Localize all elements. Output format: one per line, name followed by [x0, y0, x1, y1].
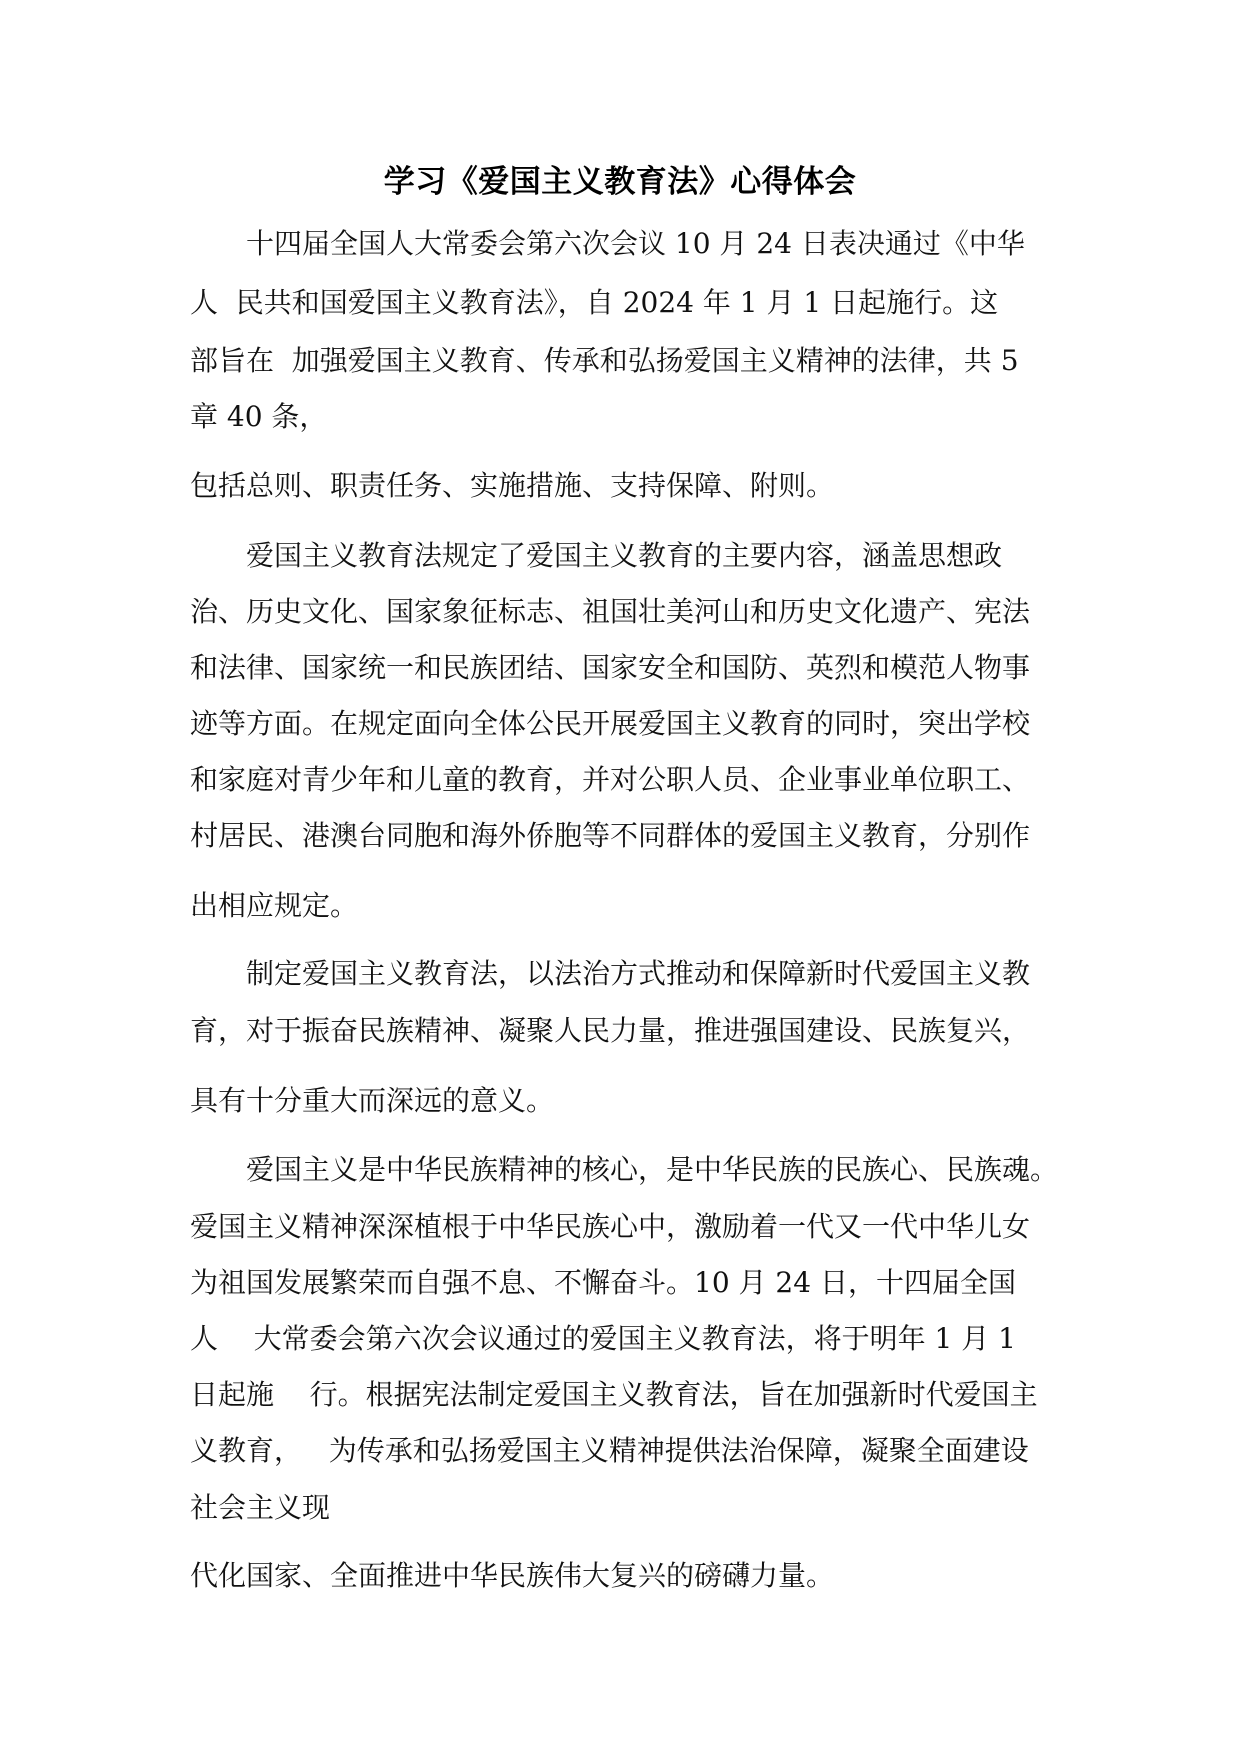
text-line: 十四届全国人大常委会第六次会议 10 月 24 日表决通过《中华	[246, 227, 1025, 260]
text-line: 社会主义现	[190, 1491, 331, 1524]
text-line: 日起施 行。根据宪法制定爱国主义教育法，旨在加强新时代爱国主	[190, 1378, 1038, 1411]
document-title: 学习《爱国主义教育法》心得体会	[383, 164, 857, 200]
text-line: 包括总则、职责任务、实施措施、支持保障、附则。	[190, 469, 835, 502]
text-line: 为祖国发展繁荣而自强不息、不懈奋斗。10 月 24 日，十四届全国	[190, 1266, 1016, 1299]
text-line: 和法律、国家统一和民族团结、国家安全和国防、英烈和模范人物事	[190, 651, 1031, 684]
text-line: 出相应规定。	[190, 889, 359, 922]
text-line: 迹等方面。在规定面向全体公民开展爱国主义教育的同时，突出学校	[190, 707, 1031, 740]
text-line: 爱国主义教育法规定了爱国主义教育的主要内容，涵盖思想政	[246, 539, 1003, 572]
text-line: 义教育， 为传承和弘扬爱国主义精神提供法治保障，凝聚全面建设	[190, 1434, 1029, 1467]
text-line: 治、历史文化、国家象征标志、祖国壮美河山和历史文化遗产、宪法	[190, 595, 1031, 628]
text-line: 爱国主义是中华民族精神的核心，是中华民族的民族心、民族魂。	[246, 1153, 1059, 1186]
text-line: 人 民共和国爱国主义教育法》，自 2024 年 1 月 1 日起施行。这	[190, 286, 999, 319]
text-line: 村居民、港澳台同胞和海外侨胞等不同群体的爱国主义教育，分别作	[190, 819, 1031, 852]
text-line: 和家庭对青少年和儿童的教育，并对公职人员、企业事业单位职工、	[190, 763, 1031, 796]
text-line: 育，对于振奋民族精神、凝聚人民力量，推进强国建设、民族复兴，	[190, 1014, 1031, 1047]
text-line: 人 大常委会第六次会议通过的爱国主义教育法，将于明年 1 月 1	[190, 1322, 1016, 1355]
text-line: 部旨在 加强爱国主义教育、传承和弘扬爱国主义精神的法律，共 5	[190, 344, 1019, 377]
text-line: 制定爱国主义教育法，以法治方式推动和保障新时代爱国主义教	[246, 957, 1031, 990]
text-line: 章 40 条，	[190, 400, 328, 433]
text-line: 代化国家、全面推进中华民族伟大复兴的磅礴力量。	[190, 1559, 835, 1592]
text-line: 爱国主义精神深深植根于中华民族心中，激励着一代又一代中华儿女	[190, 1210, 1031, 1243]
text-line: 具有十分重大而深远的意义。	[190, 1084, 555, 1117]
